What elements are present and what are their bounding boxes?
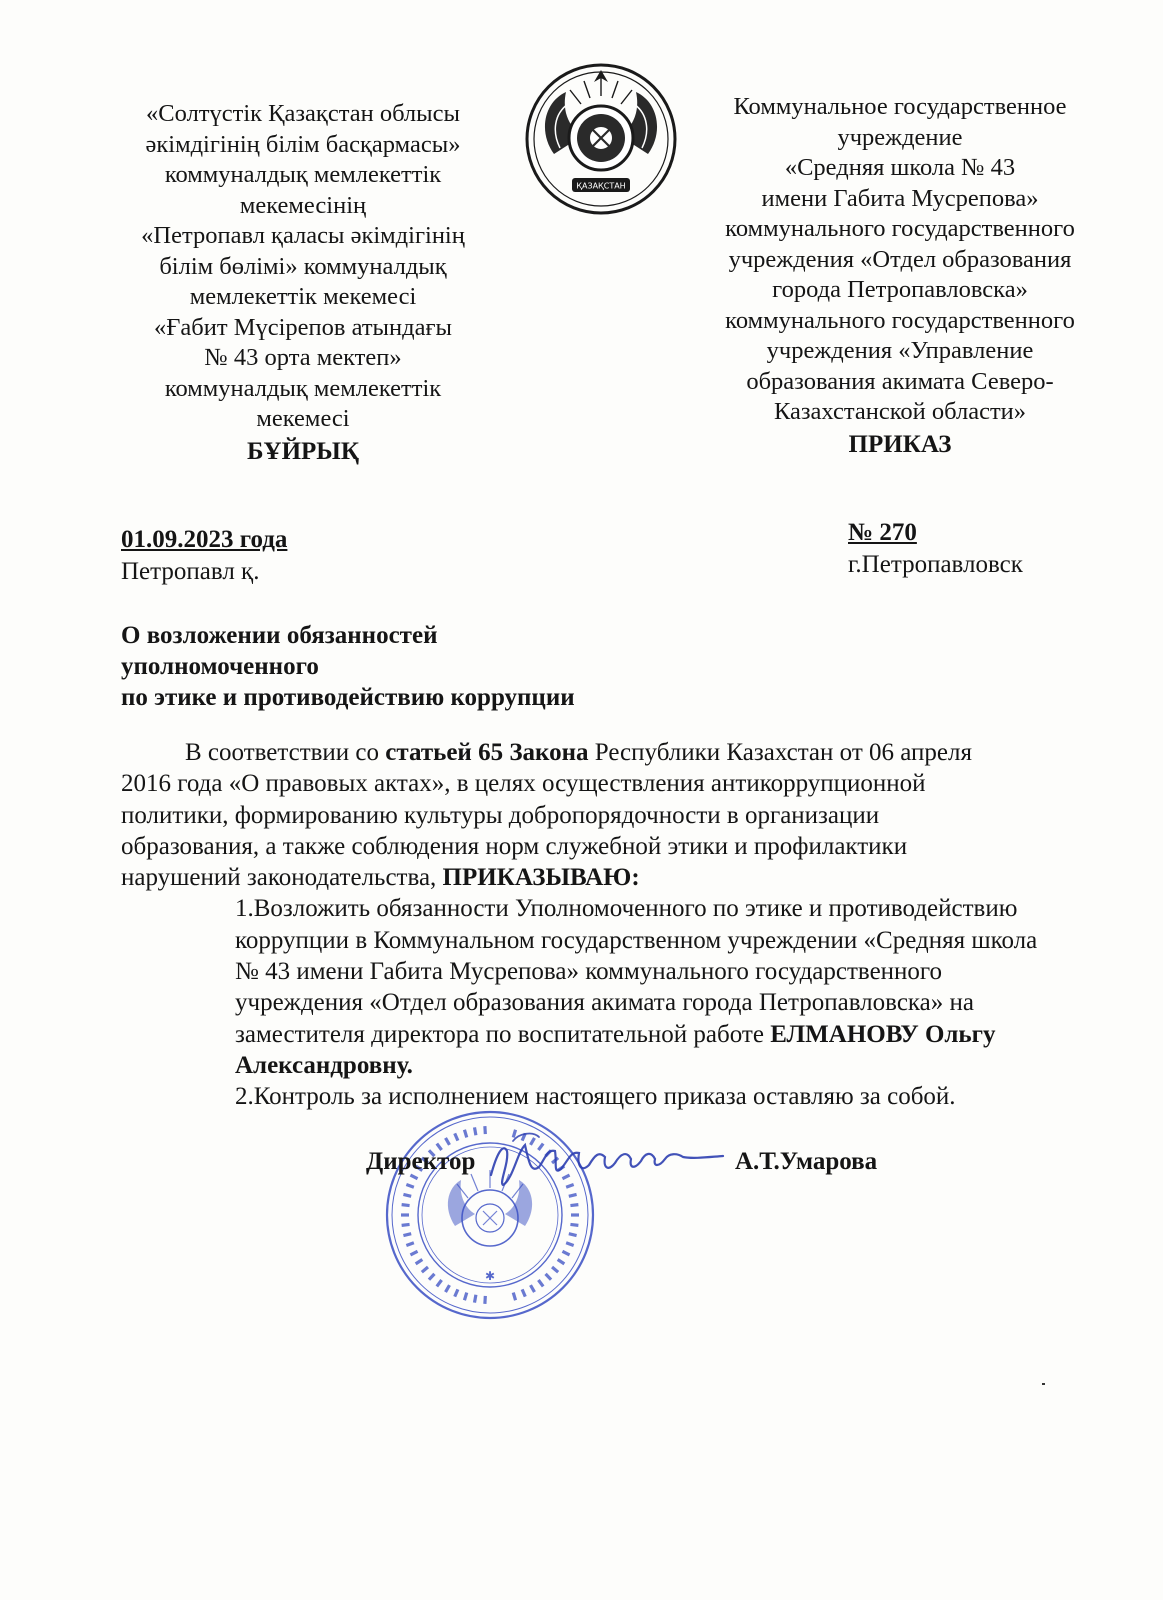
order-subject <box>121 620 575 713</box>
order-body <box>121 737 1081 1113</box>
body-line: политики, формированию культуры добропорядочности в организации <box>121 801 880 829</box>
order-number: № 270 <box>848 519 917 546</box>
state-emblem-icon <box>524 62 678 216</box>
city-kz: Петропавл қ. <box>121 558 260 585</box>
signatory-position: Директор <box>366 1148 476 1175</box>
order-date: 01.09.2023 года <box>121 526 288 553</box>
header-kazakh <box>118 99 488 467</box>
subject-line: О возложении обязанностей <box>121 622 438 649</box>
header-ru-line: коммунального государственного <box>725 215 1075 242</box>
header-ru-line: образования акимата Северо- <box>746 367 1054 395</box>
body-line: 2016 года «О правовых актах», в целях осуществления антикоррупционной <box>121 770 926 798</box>
law-reference: статьей 65 Закона <box>385 739 589 766</box>
body-text: Республики Казахстан от 06 апреля <box>588 739 972 766</box>
header-ru-line: «Средняя школа № 43 <box>784 154 1016 181</box>
header-kz-line: мекемесінің <box>239 191 367 219</box>
body-line <box>121 1019 1081 1050</box>
scan-speck <box>1042 1383 1045 1385</box>
body-line <box>121 737 1081 768</box>
body-line: 2.Контроль за исполнением настоящего приказа оставляю за собой. <box>235 1083 956 1111</box>
header-kz-line: № 43 орта мектеп» <box>204 344 402 371</box>
header-ru-line: города Петропавловска» <box>772 276 1028 303</box>
signature-icon <box>473 1123 738 1198</box>
emblem-text: ҚАЗАҚСТАН <box>576 181 626 191</box>
doc-type-kz: БҰЙРЫҚ <box>247 437 359 465</box>
header-kz-line: «Ғабит Мүсірепов атындағы <box>154 313 452 341</box>
header-kz-line: білім бөлімі» коммуналдық <box>159 252 447 280</box>
city-ru: г.Петропавловск <box>848 551 1023 578</box>
header-ru-line: учреждения «Управление <box>766 337 1034 364</box>
header-kz-line: «Петропавл қаласы әкімдігінің <box>141 222 465 249</box>
subject-line: уполномоченного <box>121 653 319 680</box>
header-ru-line: учреждения «Отдел образования <box>728 245 1072 273</box>
doc-type-ru: ПРИКАЗ <box>848 430 952 458</box>
body-line: образования, а также соблюдения норм служебной этики и профилактики <box>121 832 908 860</box>
appointee-name: Александровну. <box>235 1051 413 1079</box>
header-russian <box>690 92 1110 460</box>
body-line: № 43 имени Габита Мусрепова» коммунального государственного <box>235 958 943 986</box>
signatory-name: А.Т.Умарова <box>735 1148 878 1175</box>
body-text: заместителя директора по воспитательной работе <box>235 1020 771 1048</box>
header-kz-line: «Солтүстік Қазақстан облысы <box>146 100 460 127</box>
appointee-name: ЕЛМАНОВУ Ольгу <box>770 1020 996 1048</box>
number-block <box>848 517 1023 581</box>
header-ru-line: имени Габита Мусрепова» <box>761 184 1039 212</box>
header-kz-line: коммуналдық мемлекеттік <box>164 161 442 188</box>
header-ru-line: Коммунальное государственное <box>733 93 1067 120</box>
order-verb: ПРИКАЗЫВАЮ: <box>442 864 640 892</box>
svg-text:✱: ✱ <box>484 1269 496 1283</box>
body-text: В соответствии со <box>185 739 386 766</box>
body-line: 1.Возложить обязанности Уполномоченного по этике и противодействию <box>235 895 1018 923</box>
body-line <box>121 862 1081 893</box>
date-block <box>121 524 287 588</box>
header-ru-line: учреждение <box>837 123 963 151</box>
header-ru-line: коммунального государственного <box>725 306 1075 334</box>
header-kz-line: коммуналдық мемлекеттік <box>164 374 442 402</box>
body-text: нарушений законодательства, <box>121 864 443 892</box>
body-line: учреждения «Отдел образования акимата города Петропавловска» на <box>235 989 975 1017</box>
header-kz-line: мекемесі <box>256 405 350 432</box>
header-kz-line: мемлекеттік мекемесі <box>189 283 417 310</box>
body-line: коррупции в Коммунальном государственном учреждении «Средняя школа <box>235 926 1038 954</box>
subject-line: по этике и противодействию коррупции <box>121 684 575 711</box>
header-ru-line: Казахстанской области» <box>773 398 1027 425</box>
header-kz-line: әкімдігінің білім басқармасы» <box>145 130 461 158</box>
